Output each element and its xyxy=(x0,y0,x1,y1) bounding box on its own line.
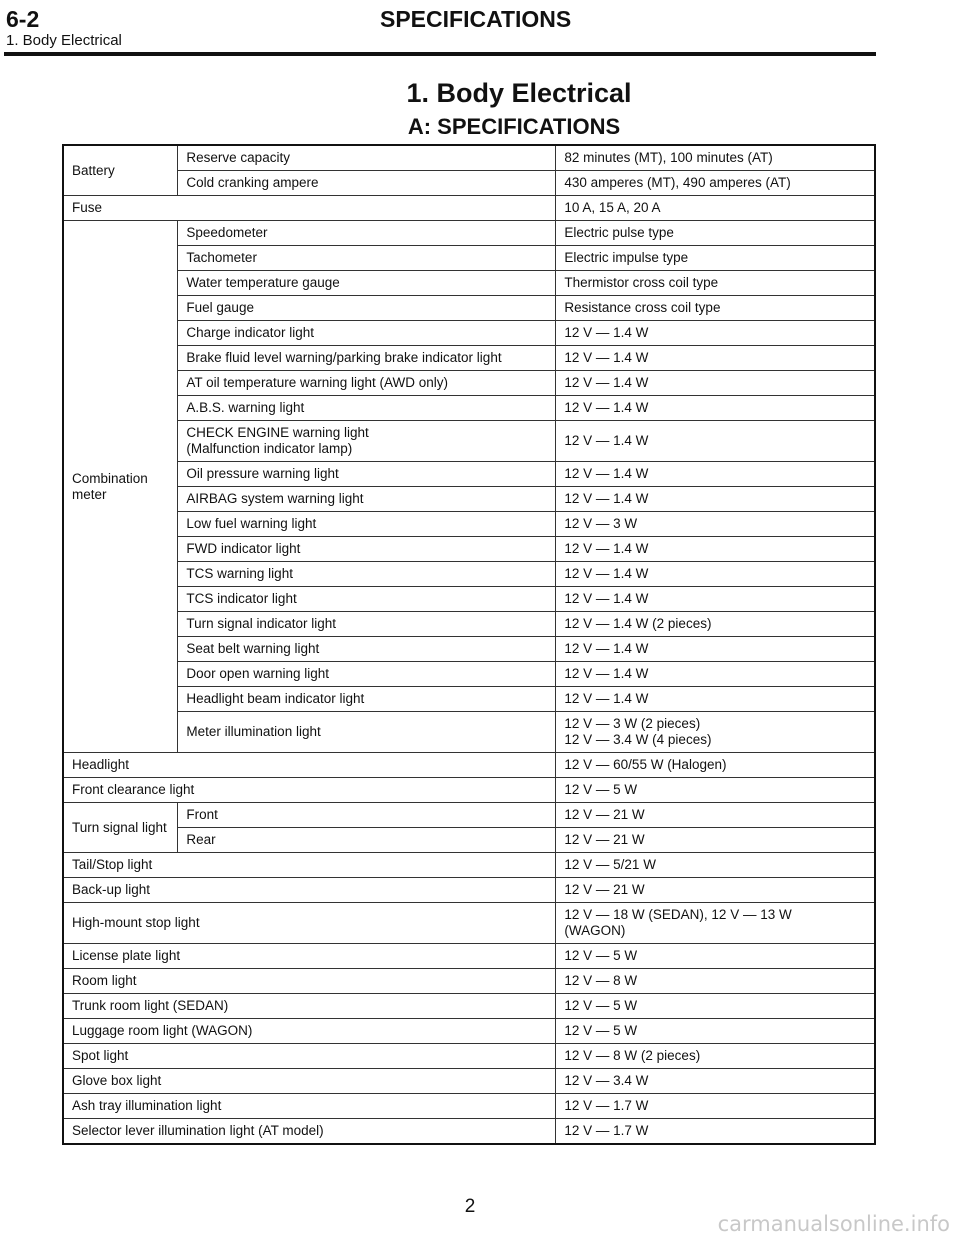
specifications-table xyxy=(62,144,876,1145)
table-row xyxy=(63,587,875,612)
table-row xyxy=(63,753,875,778)
spec-cell: 12 V — 1.4 W xyxy=(556,487,875,512)
table-row xyxy=(63,421,875,462)
item-cell: TCS indicator light xyxy=(178,587,556,612)
item-cell: Front xyxy=(178,803,556,828)
table-row xyxy=(63,828,875,853)
spec-cell: Electric impulse type xyxy=(556,246,875,271)
item-cell: Ash tray illumination light xyxy=(63,1094,556,1119)
table-row xyxy=(63,903,875,944)
item-cell: Tachometer xyxy=(178,246,556,271)
table-row xyxy=(63,803,875,828)
page-number: 2 xyxy=(464,1196,476,1217)
item-cell: AIRBAG system warning light xyxy=(178,487,556,512)
item-cell: License plate light xyxy=(63,944,556,969)
item-cell: Tail/Stop light xyxy=(63,853,556,878)
table-row xyxy=(63,462,875,487)
spec-cell: 12 V — 1.4 W xyxy=(556,662,875,687)
spec-cell: 10 A, 15 A, 20 A xyxy=(556,196,875,221)
table-row xyxy=(63,1044,875,1069)
spec-cell: 12 V — 18 W (SEDAN), 12 V — 13 W (WAGON) xyxy=(556,903,875,944)
subsection-label: 1. Body Electrical xyxy=(6,32,122,49)
spec-cell: 12 V — 1.7 W xyxy=(556,1119,875,1145)
item-cell: Cold cranking ampere xyxy=(178,171,556,196)
table-row xyxy=(63,221,875,246)
table-row xyxy=(63,271,875,296)
table-row xyxy=(63,778,875,803)
table-row xyxy=(63,994,875,1019)
spec-cell: 12 V — 1.4 W xyxy=(556,321,875,346)
spec-cell: 12 V — 21 W xyxy=(556,878,875,903)
spec-cell: 12 V — 3 W (2 pieces) 12 V — 3.4 W (4 pieces) xyxy=(556,712,875,753)
section-heading: A: SPECIFICATIONS xyxy=(407,114,621,139)
spec-cell: 12 V — 1.4 W xyxy=(556,396,875,421)
item-cell: Oil pressure warning light xyxy=(178,462,556,487)
item-cell: Room light xyxy=(63,969,556,994)
table-row xyxy=(63,487,875,512)
item-cell: Seat belt warning light xyxy=(178,637,556,662)
watermark: carmanualsonline.info xyxy=(717,1212,950,1236)
item-cell: Turn signal indicator light xyxy=(178,612,556,637)
table-row xyxy=(63,512,875,537)
table-row xyxy=(63,562,875,587)
item-cell: Reserve capacity xyxy=(178,145,556,171)
item-cell: Back-up light xyxy=(63,878,556,903)
item-cell: Front clearance light xyxy=(63,778,556,803)
spec-cell: 12 V — 1.4 W xyxy=(556,371,875,396)
spec-cell: 12 V — 8 W xyxy=(556,969,875,994)
item-cell: Spot light xyxy=(63,1044,556,1069)
item-cell: Brake fluid level warning/parking brake indicator light xyxy=(178,346,556,371)
group-label: Turn signal light xyxy=(63,803,178,853)
header-rule xyxy=(4,52,876,56)
table-row xyxy=(63,612,875,637)
table-row xyxy=(63,1069,875,1094)
spec-cell: 12 V — 21 W xyxy=(556,828,875,853)
spec-cell: 12 V — 1.4 W xyxy=(556,346,875,371)
table-row xyxy=(63,1094,875,1119)
table-row xyxy=(63,321,875,346)
spec-cell: 12 V — 8 W (2 pieces) xyxy=(556,1044,875,1069)
table-row xyxy=(63,296,875,321)
table-row xyxy=(63,637,875,662)
table-row xyxy=(63,171,875,196)
item-cell: Trunk room light (SEDAN) xyxy=(63,994,556,1019)
table-row xyxy=(63,944,875,969)
item-cell: Luggage room light (WAGON) xyxy=(63,1019,556,1044)
item-cell: Selector lever illumination light (AT model) xyxy=(63,1119,556,1145)
section-title: SPECIFICATIONS xyxy=(380,6,572,32)
spec-cell: 12 V — 1.7 W xyxy=(556,1094,875,1119)
table-row xyxy=(63,1019,875,1044)
table-row xyxy=(63,246,875,271)
spec-cell: 12 V — 5 W xyxy=(556,994,875,1019)
item-cell: Glove box light xyxy=(63,1069,556,1094)
spec-cell: Thermistor cross coil type xyxy=(556,271,875,296)
table-row xyxy=(63,196,875,221)
group-label: Combination meter xyxy=(63,221,178,753)
spec-cell: 12 V — 60/55 W (Halogen) xyxy=(556,753,875,778)
table-row xyxy=(63,371,875,396)
spec-cell: 12 V — 5 W xyxy=(556,1019,875,1044)
item-cell: CHECK ENGINE warning light (Malfunction indicator lamp) xyxy=(178,421,556,462)
item-cell: Charge indicator light xyxy=(178,321,556,346)
spec-cell: 12 V — 21 W xyxy=(556,803,875,828)
spec-cell: 12 V — 5/21 W xyxy=(556,853,875,878)
spec-cell: 12 V — 5 W xyxy=(556,944,875,969)
spec-cell: Electric pulse type xyxy=(556,221,875,246)
item-cell: High-mount stop light xyxy=(63,903,556,944)
item-cell: TCS warning light xyxy=(178,562,556,587)
item-cell: AT oil temperature warning light (AWD only) xyxy=(178,371,556,396)
item-cell: Meter illumination light xyxy=(178,712,556,753)
spec-cell: 12 V — 1.4 W xyxy=(556,537,875,562)
spec-cell: 12 V — 3 W xyxy=(556,512,875,537)
item-cell: Water temperature gauge xyxy=(178,271,556,296)
item-cell: Low fuel warning light xyxy=(178,512,556,537)
spec-cell: 12 V — 5 W xyxy=(556,778,875,803)
section-number: 6-2 xyxy=(6,6,40,32)
table-row xyxy=(63,537,875,562)
table-row xyxy=(63,662,875,687)
spec-cell: 12 V — 3.4 W xyxy=(556,1069,875,1094)
spec-cell: 430 amperes (MT), 490 amperes (AT) xyxy=(556,171,875,196)
table-row xyxy=(63,396,875,421)
table-row xyxy=(63,853,875,878)
table-row xyxy=(63,687,875,712)
item-cell: A.B.S. warning light xyxy=(178,396,556,421)
table-row xyxy=(63,346,875,371)
spec-cell: 82 minutes (MT), 100 minutes (AT) xyxy=(556,145,875,171)
table-row xyxy=(63,969,875,994)
spec-cell: 12 V — 1.4 W xyxy=(556,687,875,712)
table-row xyxy=(63,145,875,171)
table-row xyxy=(63,712,875,753)
table-row xyxy=(63,878,875,903)
spec-cell: 12 V — 1.4 W xyxy=(556,637,875,662)
spec-cell: 12 V — 1.4 W (2 pieces) xyxy=(556,612,875,637)
spec-cell: 12 V — 1.4 W xyxy=(556,462,875,487)
spec-cell: 12 V — 1.4 W xyxy=(556,562,875,587)
item-cell: Speedometer xyxy=(178,221,556,246)
item-cell: FWD indicator light xyxy=(178,537,556,562)
item-cell: Fuse xyxy=(63,196,556,221)
spec-cell: 12 V — 1.4 W xyxy=(556,587,875,612)
item-cell: Door open warning light xyxy=(178,662,556,687)
item-cell: Headlight xyxy=(63,753,556,778)
page-title: 1. Body Electrical xyxy=(406,78,632,108)
group-label: Battery xyxy=(63,145,178,196)
item-cell: Headlight beam indicator light xyxy=(178,687,556,712)
item-cell: Fuel gauge xyxy=(178,296,556,321)
item-cell: Rear xyxy=(178,828,556,853)
table-row xyxy=(63,1119,875,1145)
spec-cell: Resistance cross coil type xyxy=(556,296,875,321)
spec-cell: 12 V — 1.4 W xyxy=(556,421,875,462)
